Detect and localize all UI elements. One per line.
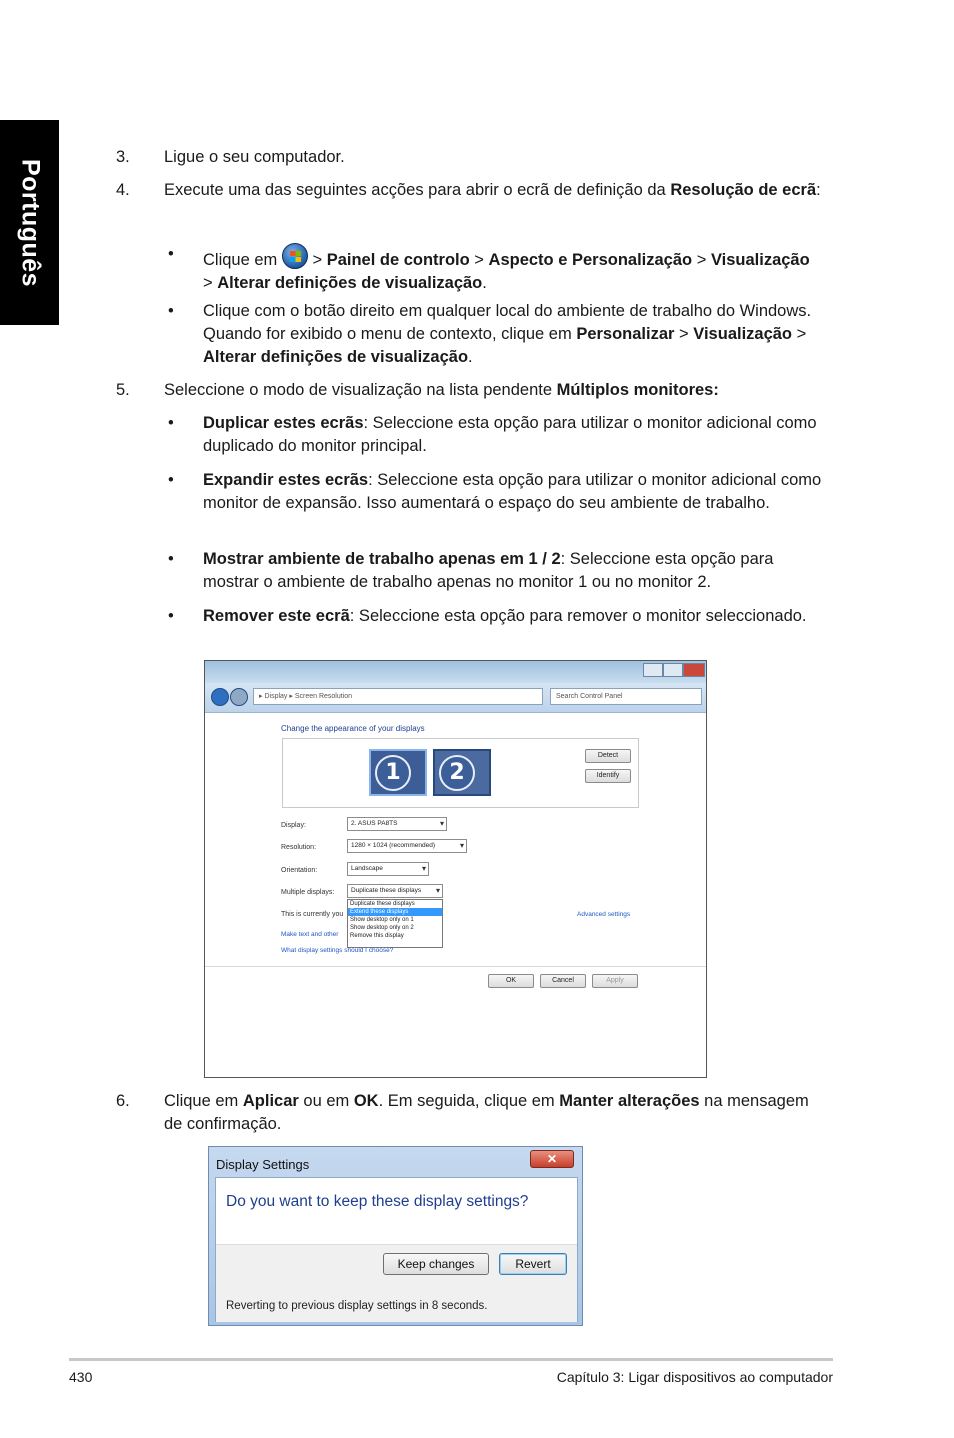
step-text: Seleccione o modo de visualização na lista pendente Múltiplos monitores:: [164, 381, 719, 399]
breadcrumb[interactable]: ▸ Display ▸ Screen Resolution: [253, 688, 543, 705]
dialog-button-area: [216, 1244, 577, 1322]
current-display-text: This is currently you: [281, 911, 344, 918]
display-select[interactable]: 2. ASUS PA8TS ▾: [347, 817, 447, 831]
detect-button[interactable]: Detect: [585, 749, 631, 763]
step-number: 3.: [116, 148, 130, 166]
bullet: •: [168, 607, 174, 625]
option-text: Remover este ecrã: Seleccione esta opção para remover o monitor seleccionado.: [203, 607, 807, 625]
keep-changes-button[interactable]: Keep changes: [383, 1253, 489, 1275]
bullet: •: [168, 471, 174, 489]
dialog-title: Display Settings: [216, 1157, 310, 1172]
cancel-button[interactable]: Cancel: [540, 974, 586, 988]
bullet-text: Clique com o botão direito em qualquer local do ambiente de trabalho do Windows. Quando for exibido o menu de contexto, clique em Personalizar > Visualização > Alterar definições de visualização.: [203, 302, 812, 366]
chapter-title: Capítulo 3: Ligar dispositivos ao computador: [556, 1369, 833, 1385]
advanced-settings-link[interactable]: Advanced settings: [577, 911, 631, 918]
maximize-button[interactable]: [663, 663, 683, 677]
display-arrangement: [282, 738, 639, 808]
bullet: •: [168, 550, 174, 568]
dropdown-option[interactable]: Remove this display: [350, 933, 404, 939]
dropdown-option[interactable]: Duplicate these displays: [350, 901, 415, 907]
orientation-select[interactable]: Landscape ▾: [347, 862, 429, 876]
forward-icon[interactable]: [230, 688, 248, 706]
dialog-question: Do you want to keep these display settings?: [226, 1193, 529, 1210]
step-text: Clique em Aplicar ou em OK. Em seguida, clique em Manter alterações na mensagem de confirmação.: [164, 1092, 809, 1133]
help-link[interactable]: What display settings should I choose?: [281, 947, 394, 954]
resolution-select[interactable]: 1280 × 1024 (recommended) ▾: [347, 839, 467, 853]
display-settings-dialog: [208, 1146, 583, 1326]
footer-divider: [69, 1358, 833, 1361]
option-text: Duplicar estes ecrãs: Seleccione esta opção para utilizar o monitor adicional como duplicado do monitor principal.: [203, 414, 817, 455]
multiple-displays-dropdown: [347, 899, 443, 948]
bullet-text: Clique em > Painel de controlo > Aspecto e Personalização > Visualização > Alterar definições de visualização.: [203, 243, 823, 295]
option-text: Expandir estes ecrãs: Seleccione esta opção para utilizar o monitor adicional como monitor de expansão. Isso aumentará o espaço do seu ambiente de trabalho.: [203, 471, 822, 512]
ok-button[interactable]: OK: [488, 974, 534, 988]
display-label: Display:: [281, 822, 306, 829]
page-heading: Change the appearance of your displays: [281, 724, 425, 733]
step-number: 5.: [116, 381, 130, 399]
multiple-displays-select[interactable]: Duplicate these displays ▾: [347, 884, 443, 898]
close-icon[interactable]: ✕: [530, 1150, 574, 1168]
back-icon[interactable]: [211, 688, 229, 706]
option-text: Mostrar ambiente de trabalho apenas em 1 / 2: Seleccione esta opção para mostrar o ambiente de trabalho apenas no monitor 1 ou no monitor 2.: [203, 550, 774, 591]
step-number: 4.: [116, 181, 130, 199]
page-number: 430: [69, 1369, 93, 1385]
bullet: •: [168, 302, 174, 320]
dropdown-option[interactable]: Show desktop only on 1: [350, 917, 414, 923]
search-input[interactable]: Search Control Panel: [550, 688, 702, 705]
step-number: 6.: [116, 1092, 130, 1110]
screen-resolution-screenshot: [204, 660, 707, 1078]
address-bar: [205, 683, 706, 713]
revert-button[interactable]: Revert: [499, 1253, 567, 1275]
resolution-label: Resolution:: [281, 844, 317, 851]
language-tab: [0, 120, 59, 325]
text-size-link[interactable]: Make text and other: [281, 931, 339, 938]
countdown-text: Reverting to previous display settings in 8 seconds.: [226, 1300, 488, 1312]
dropdown-option[interactable]: Show desktop only on 2: [350, 925, 414, 931]
step-text: Ligue o seu computador.: [164, 148, 345, 166]
monitor-2[interactable]: 2: [433, 749, 491, 796]
windows-start-icon: [282, 243, 308, 269]
divider: [205, 966, 706, 967]
dialog-body: [215, 1177, 578, 1322]
bullet: •: [168, 414, 174, 432]
bullet: •: [168, 245, 174, 263]
minimize-button[interactable]: [643, 663, 663, 677]
close-button[interactable]: [683, 663, 705, 677]
language-tab-label: Português: [16, 158, 44, 287]
apply-button[interactable]: Apply: [592, 974, 638, 988]
dropdown-option[interactable]: Extend these displays: [348, 908, 442, 916]
window-titlebar: [205, 661, 706, 683]
monitor-1[interactable]: 1: [369, 749, 427, 796]
step-text: Execute uma das seguintes acções para abrir o ecrã de definição da Resolução de ecrã:: [164, 181, 821, 199]
multiple-displays-label: Multiple displays:: [281, 889, 335, 896]
identify-button[interactable]: Identify: [585, 769, 631, 783]
orientation-label: Orientation:: [281, 867, 318, 874]
